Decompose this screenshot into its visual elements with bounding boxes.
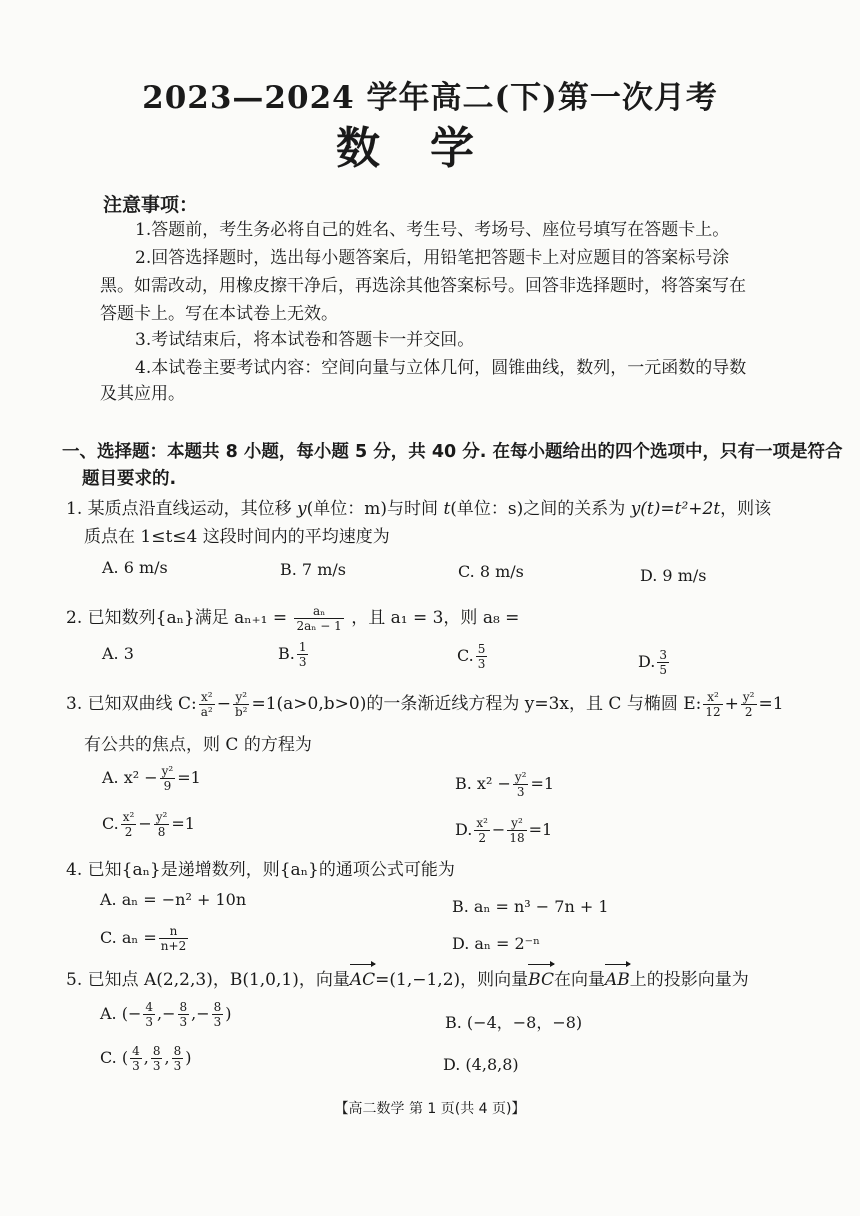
notice-item-2: 2.回答选择题时，选出每小题答案后，用铅笔把答题卡上对应题目的答案标号涂	[135, 248, 730, 268]
q1-option-d: D. 9 m/s	[640, 566, 707, 585]
option-fraction	[154, 810, 170, 839]
notice-item-4: 4.本试卷主要考试内容：空间向量与立体几何，圆锥曲线，数列，一元函数的导数	[135, 358, 747, 378]
notice-item-2-cont: 黑。如需改动，用橡皮擦干净后，再选涂其他答案标号。回答非选择题时，将答案写在	[100, 276, 746, 296]
question-4-stem: 4. 已知{aₙ}是递增数列，则{aₙ}的通项公式可能为	[66, 860, 455, 880]
fraction-numerator: 1	[298, 640, 307, 654]
q5-option-c	[100, 1044, 191, 1073]
fraction-numerator: y²	[514, 770, 527, 784]
subject-title: 数学	[336, 123, 524, 174]
option-fraction	[657, 648, 669, 677]
option-fraction	[474, 816, 490, 845]
q5-option-b: B. (−4，−8，−8)	[445, 1013, 583, 1032]
q2-option-d	[638, 648, 671, 677]
fraction-denominator: 2	[124, 825, 133, 839]
section-title-line1: 一、选择题：本题共 8 小题，每小题 5 分，共 40 分. 在每小题给出的四个选项中，只有一项是符合	[62, 442, 843, 462]
fraction-denominator: 2	[744, 705, 753, 719]
option-text: =1	[171, 814, 195, 833]
fraction-denominator: 9	[163, 779, 172, 793]
option-fraction	[507, 816, 526, 845]
option-label: C. aₙ =	[100, 928, 157, 947]
fraction-numerator: 4	[132, 1044, 140, 1058]
fraction-numerator: n	[159, 924, 188, 939]
fraction-numerator: y²	[161, 764, 174, 778]
option-text: =1	[530, 774, 555, 793]
fraction-denominator: 18	[509, 831, 525, 845]
fraction-denominator: 3	[145, 1015, 154, 1029]
q3-text: 3. 已知双曲线 C:	[66, 694, 197, 714]
question-2-stem	[66, 604, 519, 633]
q1-text: (单位：m)与时间	[306, 499, 444, 519]
vector-ab: AB	[605, 966, 630, 994]
option-fraction	[178, 1000, 190, 1029]
q5-option-d: D. (4,8,8)	[443, 1055, 519, 1074]
notice-item-3: 3.考试结束后，将本试卷和答题卡一并交回。	[135, 330, 475, 350]
q5-option-a	[100, 1000, 232, 1029]
option-fraction	[172, 1044, 184, 1073]
q4-option-b: B. aₙ = n³ − 7n + 1	[452, 897, 609, 916]
option-label: C. (	[100, 1048, 129, 1067]
q5-text: 在向量	[553, 970, 605, 990]
option-separator: ,	[143, 1048, 149, 1067]
q3-text: =1	[758, 694, 784, 714]
q5-text: 5. 已知点 A(2,2,3)，B(1,0,1)，向量	[66, 970, 350, 990]
option-separator: ,−	[191, 1004, 210, 1023]
fraction-denominator: 2	[478, 831, 486, 845]
fraction-denominator: 5	[659, 663, 667, 677]
option-operator: −	[491, 820, 506, 839]
option-fraction	[130, 1044, 142, 1073]
fraction-denominator: 3	[179, 1015, 188, 1029]
q2-fraction	[294, 604, 343, 633]
q1-formula: y(t)=t²+2t	[630, 499, 721, 519]
q1-option-a: A. 6 m/s	[102, 558, 168, 577]
question-3-stem	[66, 690, 784, 719]
question-3-stem-cont: 有公共的焦点，则 C 的方程为	[84, 735, 312, 755]
q3-operator: −	[216, 694, 231, 714]
q1-text: (单位：s)之间的关系为	[450, 499, 631, 519]
option-fraction	[160, 764, 176, 793]
q5-text: =(1,−1,2)，则向量	[375, 970, 529, 990]
fraction-denominator: 2aₙ − 1	[296, 619, 342, 633]
notice-item-1: 1.答题前，考生务必将自己的姓名、考生号、考场号、座位号填写在答题卡上。	[135, 220, 730, 240]
option-fraction	[212, 1000, 224, 1029]
q3-option-c	[102, 810, 195, 839]
q1-option-c: C. 8 m/s	[458, 562, 524, 581]
question-1-stem-cont: 质点在 1≤t≤4 这段时间内的平均速度为	[84, 527, 390, 547]
question-5-stem	[66, 966, 749, 994]
option-fraction	[143, 1000, 155, 1029]
option-label: A. x² −	[102, 768, 158, 787]
fraction-denominator: a²	[200, 705, 213, 719]
option-fraction	[151, 1044, 163, 1073]
fraction-numerator: y²	[742, 690, 755, 704]
q3-option-d	[455, 816, 552, 845]
fraction-denominator: 3	[298, 655, 307, 669]
fraction-numerator: x²	[703, 690, 722, 705]
fraction-denominator: b²	[234, 705, 248, 719]
fraction-numerator: y²	[155, 810, 168, 824]
fraction-numerator: 5	[477, 642, 486, 656]
option-operator: −	[138, 814, 152, 833]
q3-operator: +	[724, 694, 739, 714]
fraction-denominator: 3	[152, 1059, 161, 1073]
fraction-denominator: n+2	[160, 939, 187, 953]
q2-text: 2. 已知数列{aₙ}满足 aₙ₊₁ =	[66, 608, 288, 628]
fraction-denominator: 3	[516, 785, 525, 799]
option-label: A. (−	[100, 1004, 142, 1023]
fraction-numerator: x²	[199, 690, 215, 705]
q3-option-b	[455, 770, 554, 799]
q3-option-a	[102, 764, 201, 793]
option-label: C.	[102, 814, 119, 833]
q4-option-d: D. aₙ = 2⁻ⁿ	[452, 934, 541, 953]
notice-item-2-end: 答题卡上。写在本试卷上无效。	[100, 304, 338, 324]
fraction-denominator: 3	[132, 1059, 140, 1073]
option-text: =1	[528, 820, 553, 839]
q2-option-c	[457, 642, 489, 671]
option-text: )	[185, 1048, 192, 1067]
q1-text: ，则该	[720, 499, 772, 519]
fraction-denominator: 3	[477, 657, 486, 671]
fraction-numerator: 8	[179, 1000, 188, 1014]
fraction-numerator: y²	[507, 816, 526, 831]
fraction-denominator: 3	[173, 1059, 182, 1073]
q3-fraction	[741, 690, 757, 719]
notice-title: 注意事项：	[103, 194, 199, 216]
q1-option-b: B. 7 m/s	[280, 560, 346, 579]
q5-text: 上的投影向量为	[629, 970, 749, 990]
fraction-numerator: 8	[173, 1044, 182, 1058]
vector-bc: BC	[528, 966, 554, 994]
section-title-line2: 题目要求的.	[82, 469, 177, 489]
option-fraction	[121, 810, 137, 839]
option-text: =1	[177, 768, 201, 787]
q2-option-b	[278, 640, 310, 669]
q3-fraction	[233, 690, 250, 719]
option-label: B. x² −	[455, 774, 511, 793]
q3-text: =1(a>0,b>0)的一条渐近线方程为 y=3x，且 C 与椭圆 E:	[251, 694, 702, 714]
q3-fraction	[703, 690, 722, 719]
option-text: )	[225, 1004, 232, 1023]
option-fraction	[476, 642, 488, 671]
exam-title: 2023—2024 学年高二(下)第一次月考	[142, 80, 718, 116]
option-label: B.	[278, 644, 295, 663]
q2-option-a: A. 3	[102, 644, 134, 663]
q1-var-y: y	[297, 499, 307, 519]
q2-text: ，且 a₁ = 3，则 a₈ =	[351, 608, 520, 628]
option-fraction	[297, 640, 309, 669]
q4-option-c	[100, 924, 190, 953]
fraction-numerator: aₙ	[294, 604, 343, 619]
fraction-denominator: 3	[213, 1015, 222, 1029]
fraction-denominator: 8	[157, 825, 166, 839]
q4-option-a: A. aₙ = −n² + 10n	[100, 890, 247, 909]
fraction-numerator: 4	[145, 1000, 154, 1014]
option-fraction	[513, 770, 529, 799]
fraction-numerator: x²	[122, 810, 135, 824]
page-footer: 【高二数学 第 1 页(共 4 页)】	[334, 1101, 526, 1117]
option-fraction	[159, 924, 188, 953]
fraction-denominator: 12	[705, 705, 721, 719]
q1-text: 1. 某质点沿直线运动，其位移	[66, 499, 298, 519]
q1-var-t: t	[443, 499, 451, 519]
notice-item-4-cont: 及其应用。	[100, 384, 185, 404]
question-1-stem	[66, 495, 771, 523]
vector-ac: AC	[350, 966, 375, 994]
fraction-numerator: 3	[659, 648, 667, 662]
q3-fraction	[199, 690, 215, 719]
option-separator: ,−	[157, 1004, 176, 1023]
fraction-numerator: 8	[213, 1000, 222, 1014]
fraction-numerator: y²	[233, 690, 250, 705]
fraction-numerator: x²	[476, 816, 488, 830]
fraction-numerator: 8	[152, 1044, 161, 1058]
option-label: C.	[457, 646, 474, 665]
option-label: D.	[638, 652, 656, 671]
option-separator: ,	[164, 1048, 170, 1067]
option-label: D.	[455, 820, 473, 839]
